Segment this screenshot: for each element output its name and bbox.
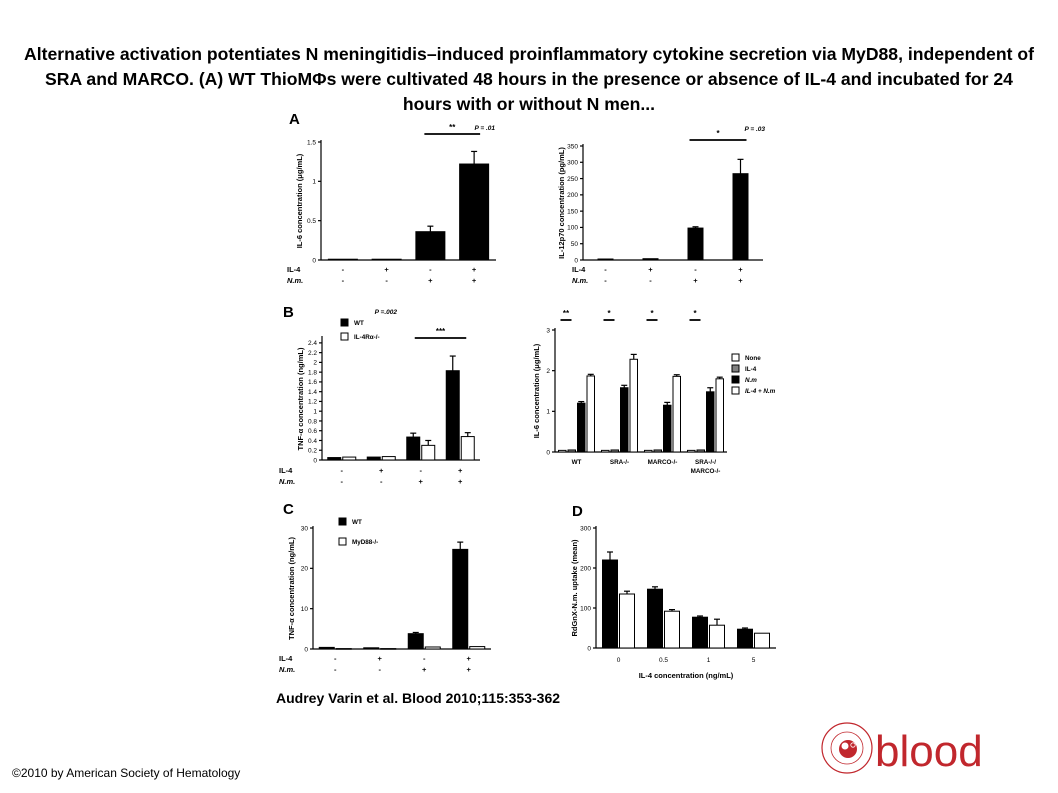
p-value: P = .03 xyxy=(744,126,765,133)
condition-row-label: IL-4 xyxy=(279,654,293,663)
y-tick-label: 0.8 xyxy=(307,418,317,426)
bar-series-0 xyxy=(603,560,618,648)
significance-marker: * xyxy=(607,309,611,318)
y-tick-label: 300 xyxy=(580,525,591,533)
y-tick-label: 0 xyxy=(587,645,591,653)
category-label: MARCO-/- xyxy=(690,468,721,475)
category-label: SRA-/-/ xyxy=(695,459,716,466)
condition-sign: + xyxy=(458,466,463,475)
condition-sign: - xyxy=(419,466,422,475)
legend-swatch xyxy=(341,333,348,340)
bar-il-4-n-m xyxy=(716,379,724,452)
chart-b-tnf xyxy=(277,300,492,495)
bar-n-m xyxy=(707,392,715,452)
y-tick-label: 1.4 xyxy=(307,388,317,396)
bar-none xyxy=(602,450,610,452)
category-label: MARCO-/- xyxy=(647,459,678,466)
y-tick-label: 100 xyxy=(567,224,578,232)
bar-il-4-n-m xyxy=(587,376,595,452)
chart-b-il6-knockouts xyxy=(529,309,819,484)
bar-wt xyxy=(446,371,459,460)
condition-sign: + xyxy=(418,477,423,486)
bar-series-0 xyxy=(328,259,357,260)
bar-myd88- xyxy=(336,649,351,650)
condition-sign: + xyxy=(458,477,463,486)
chart-c-tnf-myd88 xyxy=(277,498,507,683)
bar-series-0 xyxy=(738,629,753,648)
bar-wt xyxy=(319,647,334,649)
legend-label: None xyxy=(745,355,761,362)
chart-d-uptake xyxy=(560,500,790,680)
bar-il-4r- xyxy=(461,437,474,460)
condition-row-label: IL-4 xyxy=(287,265,301,274)
significance-marker: * xyxy=(650,309,654,318)
condition-sign: + xyxy=(648,265,653,274)
y-tick-label: 2 xyxy=(546,367,550,375)
bar-series-0 xyxy=(648,589,663,648)
category-label: WT xyxy=(571,459,582,466)
bar-series-1 xyxy=(755,633,770,648)
bar-il-4 xyxy=(611,450,619,452)
y-tick-label: 2 xyxy=(313,359,317,367)
bar-wt xyxy=(453,549,468,649)
condition-row-label: N.m. xyxy=(572,276,589,285)
condition-sign: - xyxy=(423,654,426,663)
condition-sign: + xyxy=(466,654,471,663)
bar-il-4r- xyxy=(422,445,435,460)
y-tick-label: 2.4 xyxy=(307,340,317,348)
condition-row-label: N.m. xyxy=(279,477,296,486)
y-axis-label: RdGnX-N.m. uptake (mean) xyxy=(570,539,579,637)
bar-series-0 xyxy=(733,174,748,260)
y-tick-label: 0 xyxy=(304,646,308,654)
p-value: P =.002 xyxy=(374,309,397,316)
legend-label: N.m xyxy=(745,377,757,384)
condition-sign: - xyxy=(341,265,345,274)
condition-sign: - xyxy=(380,477,383,486)
bar-myd88- xyxy=(425,647,440,649)
legend-label: IL-4Rα-/- xyxy=(354,334,380,341)
bar-il-4-n-m xyxy=(630,359,638,452)
p-value: P = .01 xyxy=(474,125,495,132)
y-tick-label: 0.5 xyxy=(306,217,316,225)
legend-swatch xyxy=(732,354,739,361)
bar-series-1 xyxy=(710,625,725,648)
bar-il-4 xyxy=(568,450,576,452)
category-label: 5 xyxy=(751,657,756,664)
condition-row-label: IL-4 xyxy=(279,466,293,475)
legend-swatch xyxy=(732,365,739,372)
significance-marker: ** xyxy=(449,123,456,132)
y-tick-label: 10 xyxy=(300,605,308,613)
panel-label: A xyxy=(289,111,300,128)
y-tick-label: 0 xyxy=(574,257,578,265)
bar-myd88- xyxy=(470,647,485,649)
significance-marker: *** xyxy=(435,327,446,336)
panel-label: C xyxy=(283,501,294,518)
y-tick-label: 1 xyxy=(312,178,316,186)
significance-marker: ** xyxy=(562,309,570,318)
y-tick-label: 2.2 xyxy=(307,349,317,357)
y-tick-label: 0 xyxy=(313,457,317,465)
logo-wordmark: blood xyxy=(875,727,983,776)
bar-series-0 xyxy=(416,232,445,260)
condition-sign: + xyxy=(384,265,389,274)
legend-swatch xyxy=(339,538,346,545)
bar-none xyxy=(688,450,696,452)
condition-row-label: N.m. xyxy=(279,665,296,674)
bar-il-4 xyxy=(697,450,705,452)
bar-wt xyxy=(407,437,420,460)
bar-wt xyxy=(328,458,341,460)
y-tick-label: 0 xyxy=(312,257,316,265)
bar-il-4r- xyxy=(382,457,395,460)
y-tick-label: 1.2 xyxy=(307,398,317,406)
bar-series-0 xyxy=(688,228,703,260)
legend-label: WT xyxy=(352,519,362,526)
y-tick-label: 1.5 xyxy=(306,139,316,147)
bar-n-m xyxy=(664,405,672,452)
y-tick-label: 30 xyxy=(300,525,308,533)
condition-sign: - xyxy=(340,466,343,475)
condition-sign: - xyxy=(604,276,607,285)
y-axis-label: IL-12p70 concentration (pg/mL) xyxy=(557,147,566,259)
bar-wt xyxy=(408,634,423,649)
condition-sign: - xyxy=(385,276,388,285)
bar-il-4r- xyxy=(343,457,356,460)
bar-none xyxy=(559,450,567,452)
panel-label: D xyxy=(572,503,583,520)
bar-wt xyxy=(364,648,379,649)
category-label: 1 xyxy=(706,657,711,664)
legend-swatch xyxy=(339,518,346,525)
condition-sign: + xyxy=(738,276,743,285)
condition-sign: + xyxy=(466,665,471,674)
condition-sign: - xyxy=(341,276,345,285)
bar-n-m xyxy=(621,388,629,452)
category-label: 0.5 xyxy=(658,657,669,664)
condition-sign: - xyxy=(378,665,381,674)
bar-n-m xyxy=(578,403,586,452)
bar-none xyxy=(645,450,653,452)
condition-sign: - xyxy=(429,265,432,274)
y-tick-label: 100 xyxy=(580,605,591,613)
condition-sign: - xyxy=(649,276,652,285)
bar-series-0 xyxy=(598,259,613,260)
y-tick-label: 1 xyxy=(546,408,550,416)
y-tick-label: 50 xyxy=(570,241,578,249)
y-axis-label: IL-6 concentration (μg/mL) xyxy=(532,343,541,439)
y-tick-label: 300 xyxy=(567,159,578,167)
bar-series-0 xyxy=(460,164,489,260)
category-label: SRA-/- xyxy=(609,459,630,466)
y-tick-label: 20 xyxy=(300,565,308,573)
condition-sign: + xyxy=(693,276,698,285)
y-tick-label: 350 xyxy=(567,143,578,151)
bar-il-4-n-m xyxy=(673,376,681,452)
condition-sign: + xyxy=(471,276,477,285)
y-tick-label: 0.4 xyxy=(307,437,317,445)
bar-series-0 xyxy=(372,259,401,260)
legend-swatch xyxy=(732,376,739,383)
legend-label: IL-4 xyxy=(745,366,757,373)
blood-journal-logo xyxy=(815,716,1005,786)
condition-sign: + xyxy=(379,466,384,475)
bar-myd88- xyxy=(381,649,396,650)
x-axis-label: IL-4 concentration (ng/mL) xyxy=(638,671,734,680)
condition-sign: - xyxy=(340,477,343,486)
copyright-notice: ©2010 by American Society of Hematology xyxy=(12,766,241,780)
condition-sign: + xyxy=(428,276,433,285)
condition-sign: - xyxy=(604,265,607,274)
y-tick-label: 1.8 xyxy=(307,369,317,377)
condition-row-label: IL-4 xyxy=(572,265,586,274)
bar-series-1 xyxy=(620,594,635,648)
condition-sign: + xyxy=(471,265,477,274)
legend-swatch xyxy=(341,319,348,326)
legend-label: IL-4 + N.m xyxy=(745,388,776,395)
y-axis-label: TNF-α concentration (ng/mL) xyxy=(296,347,305,451)
condition-sign: + xyxy=(377,654,382,663)
legend-label: WT xyxy=(354,320,364,327)
figure-title: Alternative activation potentiates N meningitidis–induced proinflammatory cytokine secretion via MyD88, independent of SRA and MARCO. (A) WT ThioMΦs were cultivated 48 hours in the presence or absence of IL-4 and incubated for 24 hours with or without N men... xyxy=(24,44,1034,114)
y-axis-label: IL-6 concentration (μg/mL) xyxy=(295,153,304,249)
legend-label: MyD88-/- xyxy=(352,539,379,546)
y-tick-label: 250 xyxy=(567,175,578,183)
condition-sign: - xyxy=(694,265,697,274)
y-tick-label: 200 xyxy=(580,565,591,573)
bar-il-4 xyxy=(654,450,662,452)
chart-a-il6 xyxy=(283,112,513,292)
panel-label: B xyxy=(283,304,294,321)
significance-marker: * xyxy=(693,309,697,318)
y-tick-label: 0.2 xyxy=(307,447,317,455)
category-label: 0 xyxy=(616,657,621,664)
legend-swatch xyxy=(732,387,739,394)
bar-wt xyxy=(367,457,380,460)
condition-sign: - xyxy=(334,665,337,674)
bar-series-0 xyxy=(693,617,708,648)
bar-series-0 xyxy=(643,259,658,260)
bar-series-1 xyxy=(665,611,680,648)
condition-sign: + xyxy=(738,265,743,274)
significance-marker: * xyxy=(716,129,720,138)
citation: Audrey Varin et al. Blood 2010;115:353-362 xyxy=(276,690,561,706)
condition-sign: + xyxy=(422,665,427,674)
condition-sign: - xyxy=(334,654,337,663)
y-tick-label: 0.6 xyxy=(307,428,317,436)
chart-a-il12p70 xyxy=(543,120,773,292)
y-tick-label: 1.6 xyxy=(307,379,317,387)
y-tick-label: 200 xyxy=(567,192,578,200)
y-tick-label: 3 xyxy=(546,327,550,335)
y-axis-label: TNF-α concentration (ng/mL) xyxy=(287,537,296,640)
y-tick-label: 1 xyxy=(313,408,317,416)
condition-row-label: N.m. xyxy=(287,276,304,285)
y-tick-label: 150 xyxy=(567,208,578,216)
y-tick-label: 0 xyxy=(546,449,550,457)
